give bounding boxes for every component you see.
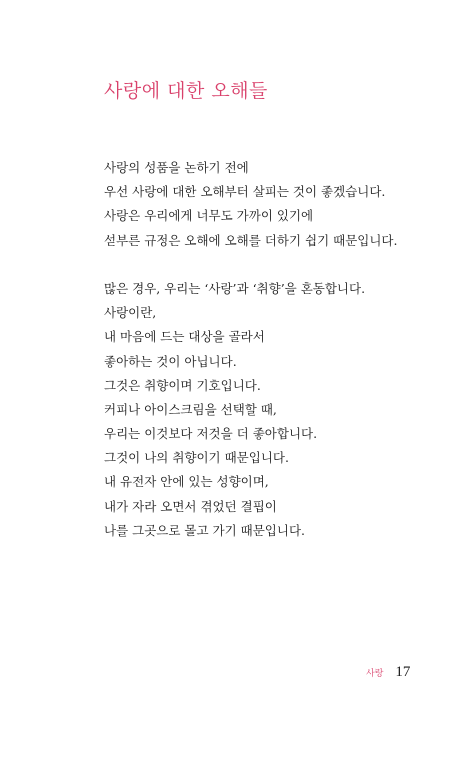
text-line: 사랑의 성품을 논하기 전에 [104, 160, 249, 175]
text-line: 많은 경우, 우리는 ‘사랑’과 ‘취향’을 혼동합니다. [104, 280, 366, 296]
text-line: 나를 그곳으로 몰고 가기 때문입니다. [104, 522, 305, 538]
chapter-title: 사랑에 대한 오해들 [104, 80, 268, 102]
text-line: 그것이 나의 취향이기 때문입니다. [104, 450, 289, 466]
page-footer [366, 664, 410, 684]
text-line: 사랑이란, [104, 305, 157, 321]
text-line: 우리는 이것보다 저것을 더 좋아합니다. [104, 426, 318, 442]
text-line: 커피나 아이스크림을 선택할 때, [104, 401, 277, 417]
paragraph-spacer [104, 253, 444, 277]
paragraph-2 [104, 277, 444, 543]
text-line: 내 마음에 드는 대상을 골라서 [104, 329, 265, 345]
text-line: 좋아하는 것이 아닙니다. [104, 353, 237, 369]
body-text [104, 156, 444, 543]
text-line: 그것은 취향이며 기호입니다. [104, 377, 261, 393]
text-line: 사랑은 우리에게 너무도 가까이 있기에 [104, 208, 314, 224]
running-section-label: 사랑 [366, 669, 384, 679]
paragraph-1 [104, 156, 444, 253]
text-line: 우선 사랑에 대한 오해부터 살피는 것이 좋겠습니다. [104, 184, 386, 200]
text-line: 내가 자라 오면서 겪었던 결핍이 [104, 498, 277, 514]
text-line: 내 유전자 안에 있는 성향이며, [104, 474, 269, 490]
page-number: 17 [395, 664, 411, 680]
text-line: 섣부른 규정은 오해에 오해를 더하기 쉽기 때문입니다. [104, 232, 398, 248]
